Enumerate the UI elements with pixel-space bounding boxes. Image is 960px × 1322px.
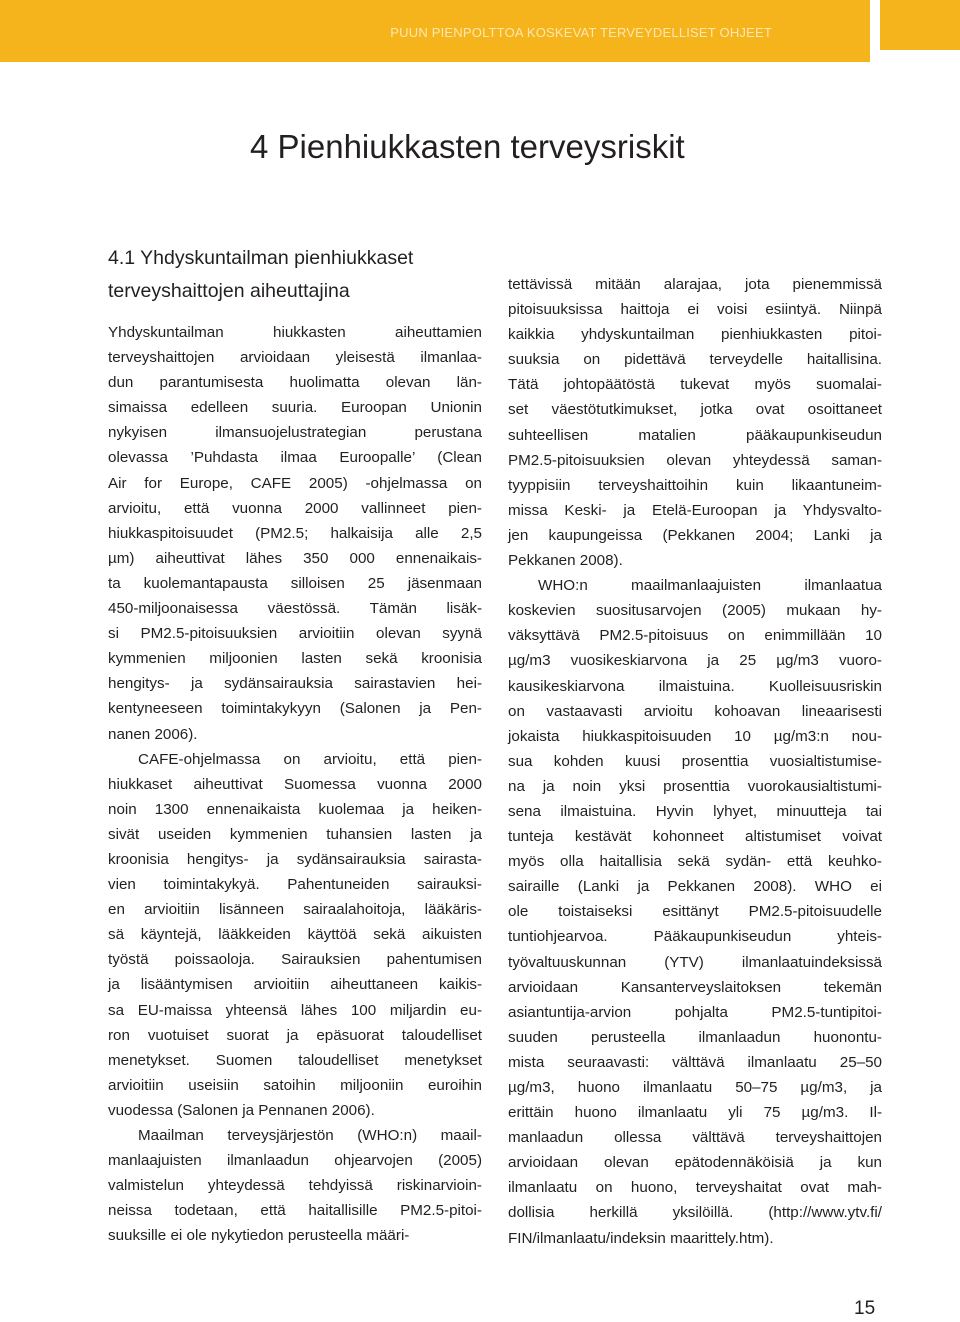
text-line: µg/m3 vuosikeskiarvona ja 25 µg/m3 vuoro-	[508, 652, 882, 670]
text-line: Air for Europe, CAFE 2005) -ohjelmassa on	[108, 474, 482, 492]
text-line: sivät useiden kymmenien tuhansien lasten ja	[108, 825, 482, 843]
text-line: vuodessa (Salonen ja Pennanen 2006).	[108, 1101, 375, 1119]
text-line: simaissa edelleen suuria. Euroopan Unionin	[108, 399, 482, 417]
text-line: µm) aiheuttivat lähes 350 000 ennenaikais-	[108, 549, 482, 567]
left-column	[108, 320, 482, 1248]
text-line: ta kuolemantapausta silloisen 25 jäsenmaan	[108, 574, 482, 592]
text-line: neissa todetaan, että haitallisille PM2.5-pitoi-	[108, 1202, 482, 1220]
text-line: nykyisen ilmansuojelustrategian perustana	[108, 424, 482, 442]
text-line: sena ilmaistuina. Hyvin lyhyet, minuutteja tai	[508, 802, 882, 820]
text-line: pitoisuuksissa haittoja ei voisi esiintyä. Niinpä	[508, 301, 882, 319]
text-line: ole toistaiseksi esittänyt PM2.5-pitoisuudelle	[508, 903, 882, 921]
text-line: työvaltuuskunnan (YTV) ilmanlaatuindeksissä	[508, 953, 882, 971]
text-line: na ja noin yksi prosenttia vuorokausialtistumi-	[508, 777, 882, 795]
chapter-title: 4 Pienhiukkasten terveysriskit	[250, 128, 685, 165]
text-line: kaikkia yhdyskuntailman pienhiukkasten pitoi-	[508, 326, 882, 344]
right-column	[508, 272, 882, 1251]
text-line: CAFE-ohjelmassa on arvioitu, että pien-	[138, 750, 482, 768]
text-line: sä käyntejä, lääkkeiden käyttöä sekä aikuisten	[108, 926, 482, 944]
text-line: suuden perusteella ilmanlaadun huonontu-	[508, 1028, 882, 1046]
text-line: tunteja kestävät kohonneet altistumiset voivat	[508, 828, 882, 846]
text-line: jokaista hiukkaspitoisuuden 10 µg/m3:n nou-	[508, 727, 882, 745]
text-line: Maailman terveysjärjestön (WHO:n) maail-	[138, 1127, 482, 1144]
text-line: FIN/ilmanlaatu/indeksin maarittely.htm).	[508, 1229, 774, 1247]
text-line: olevassa ’Puhdasta ilmaa Euroopalle’ (Clean	[108, 449, 482, 467]
text-line: hiukkaspitoisuudet (PM2.5; halkaisija alle 2,5	[108, 524, 482, 542]
text-line: tuntiohjearvoa. Pääkaupunkiseudun yhteis-	[508, 928, 882, 946]
text-line: jen kaupungeissa (Pekkanen 2004; Lanki ja	[508, 526, 882, 544]
text-line: työstä poissaoloja. Sairauksien pahentumisen	[108, 951, 482, 969]
text-line: suhteellisen matalien pääkaupunkiseudun	[508, 426, 882, 444]
text-line: tettävissä mitään alarajaa, jota pienemmissä	[508, 276, 882, 293]
text-line: nanen 2006).	[108, 725, 198, 743]
text-line: µg/m3, huono ilmanlaatu 50–75 µg/m3, ja	[508, 1079, 882, 1096]
text-line: tyyppisiin terveyshaittoihin kuin likaantuneim-	[508, 476, 882, 494]
text-line: on vastaavasti arvioitu kohoavan lineaarisesti	[508, 702, 882, 720]
text-line: sa EU-maissa yhteensä lähes 100 miljardin eu-	[108, 1001, 482, 1019]
text-line: kroonisia hengitys- ja sydänsairauksia sairasta-	[108, 850, 482, 868]
header-bar	[0, 0, 870, 62]
text-line: koskevien suositusarvojen (2005) mukaan hy-	[508, 602, 882, 620]
text-line: dollisia herkillä yksilöillä. (http://www.ytv.fi/	[508, 1204, 882, 1222]
text-line: arvioidaan Kansanterveyslaitoksen tekemän	[508, 978, 882, 996]
text-line: Yhdyskuntailman hiukkasten aiheuttamien	[108, 324, 482, 341]
text-line: Pekkanen 2008).	[508, 552, 623, 570]
text-line: terveyshaittojen arvioidaan yleisestä ilmanlaa-	[108, 349, 482, 367]
text-line: WHO:n maailmanlaajuisten ilmanlaatua	[538, 577, 882, 595]
header-tab	[880, 0, 960, 50]
text-line: menetykset. Suomen taloudelliset menetykset	[108, 1051, 482, 1069]
text-line: arvioidaan olevan epätodennäköisiä ja kun	[508, 1154, 882, 1172]
running-header: PUUN PIENPOLTTOA KOSKEVAT TERVEYDELLISET OHJEET	[390, 25, 772, 40]
text-line: sairaille (Lanki ja Pekkanen 2008). WHO ei	[508, 878, 882, 896]
text-line: 450-miljoonaisessa väestössä. Tämän lisäk-	[108, 600, 482, 618]
text-line: kentyneeseen toimintakykyyn (Salonen ja Pen-	[108, 700, 482, 718]
text-line: valmistelun yhteydessä tehdyissä riskinarvioin-	[108, 1177, 482, 1195]
text-line: mista seuraavasti: välttävä ilmanlaatu 25–50	[508, 1053, 882, 1071]
text-line: Tätä johtopäätöstä tukevat myös suomalai-	[508, 376, 882, 394]
text-line: suuksia on pidettävä terveydelle haitallisina.	[508, 351, 882, 369]
text-line: missa Keski- ja Etelä-Euroopan ja Yhdysvalto-	[508, 501, 882, 519]
text-line: arvioitiin useisiin satoihin miljooniin euroihin	[108, 1076, 482, 1094]
text-line: asiantuntija-arvion pohjalta PM2.5-tuntipitoi-	[508, 1003, 882, 1021]
text-line: vien toimintakykyä. Pahentuneiden sairauksi-	[108, 876, 482, 894]
text-line: kausikeskiarvona ilmaistuina. Kuolleisuusriskin	[508, 677, 882, 695]
text-line: hengitys- ja sydänsairauksia sairastavien hei-	[108, 675, 482, 693]
text-line: väksyttävä PM2.5-pitoisuus on enimmillään 10	[508, 627, 882, 645]
text-line: erittäin huono ilmanlaatu yli 75 µg/m3. Il-	[508, 1104, 882, 1122]
text-line: dun parantumisesta huolimatta olevan län-	[108, 374, 482, 392]
text-line: suuksille ei ole nykytiedon perusteella määri-	[108, 1227, 410, 1245]
text-line: set väestötutkimukset, jotka ovat osoittaneet	[508, 401, 882, 419]
page-number: 15	[854, 1298, 876, 1319]
text-line: en arvioitiin lisänneen sairaalahoitoja, lääkäris-	[108, 901, 482, 919]
text-line: manlaajuisten ilmanlaadun ohjearvojen (2005)	[108, 1152, 482, 1170]
text-line: myös olla haitallisia sekä sydän- että keuhko-	[508, 853, 882, 871]
section-title: 4.1 Yhdyskuntailman pienhiukkaset terveyshaittojen aiheuttajina	[108, 247, 414, 302]
text-line: manlaadun ollessa välttävä terveyshaittojen	[508, 1129, 882, 1147]
text-line: kymmenien miljoonien lasten sekä kroonisia	[108, 650, 482, 668]
text-line: ilmanlaatu on huono, terveyshaitat ovat mah-	[508, 1179, 882, 1197]
text-line: sua kohden kuusi prosenttia vuosialtistumise-	[508, 752, 882, 770]
text-line: PM2.5-pitoisuuksien olevan yhteydessä saman-	[508, 451, 882, 469]
text-line: arvioitu, että vuonna 2000 vallinneet pien-	[108, 499, 482, 517]
text-line: ja lisääntymisen arvioitiin aiheuttaneen kaikis-	[108, 976, 482, 994]
text-line: ron vuotuiset suorat ja epäsuorat taloudelliset	[108, 1026, 482, 1044]
text-line: hiukkaset aiheuttivat Suomessa vuonna 2000	[108, 775, 482, 793]
text-line: noin 1300 ennenaikaista kuolemaa ja heiken-	[108, 800, 482, 818]
text-line: si PM2.5-pitoisuuksien arvioitiin olevan syynä	[108, 625, 482, 643]
